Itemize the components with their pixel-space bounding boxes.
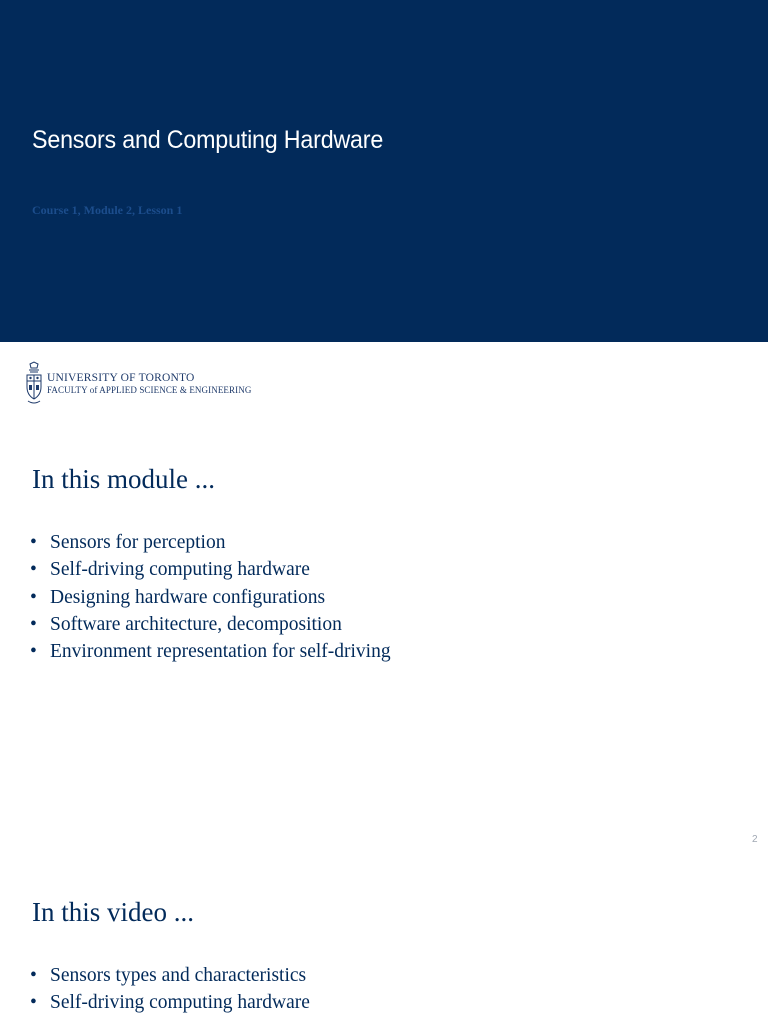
title-slide <box>0 0 768 342</box>
bullet-icon: • <box>30 965 37 986</box>
video-heading: In this video ... <box>32 897 194 927</box>
module-bullet-list <box>30 529 391 665</box>
crest-icon <box>25 361 43 407</box>
bullet-text: Self-driving computing hardware <box>50 992 310 1014</box>
bullet-icon: • <box>30 613 37 635</box>
list-item <box>30 989 310 1016</box>
bullet-icon: • <box>30 992 37 1014</box>
list-item <box>30 584 391 611</box>
list-item <box>30 962 310 989</box>
list-item <box>30 529 391 556</box>
slide-title: Sensors and Computing Hardware <box>32 126 384 154</box>
university-name: UNIVERSITY OF TORONTO <box>47 371 195 384</box>
bullet-text: Designing hardware configurations <box>50 586 326 608</box>
list-item <box>30 611 391 638</box>
page-number: 2 <box>752 834 758 845</box>
bullet-icon: • <box>30 586 37 608</box>
module-heading: In this module ... <box>32 464 215 494</box>
bullet-text: Software architecture, decomposition <box>50 613 342 635</box>
faculty-name: FACULTY of APPLIED SCIENCE & ENGINEERING <box>47 385 252 396</box>
bullet-text: Sensors for perception <box>50 532 226 553</box>
bullet-text: Self-driving computing hardware <box>50 559 310 581</box>
slide-subtitle: Course 1, Module 2, Lesson 1 <box>32 203 183 217</box>
bullet-icon: • <box>30 532 37 553</box>
bullet-icon: • <box>30 641 37 663</box>
list-item <box>30 556 391 583</box>
university-logo <box>25 360 251 408</box>
video-bullet-list <box>30 962 310 1017</box>
list-item <box>30 638 391 665</box>
bullet-text: Sensors types and characteristics <box>50 965 307 986</box>
bullet-icon: • <box>30 559 37 581</box>
bullet-text: Environment representation for self-driving <box>50 641 391 663</box>
